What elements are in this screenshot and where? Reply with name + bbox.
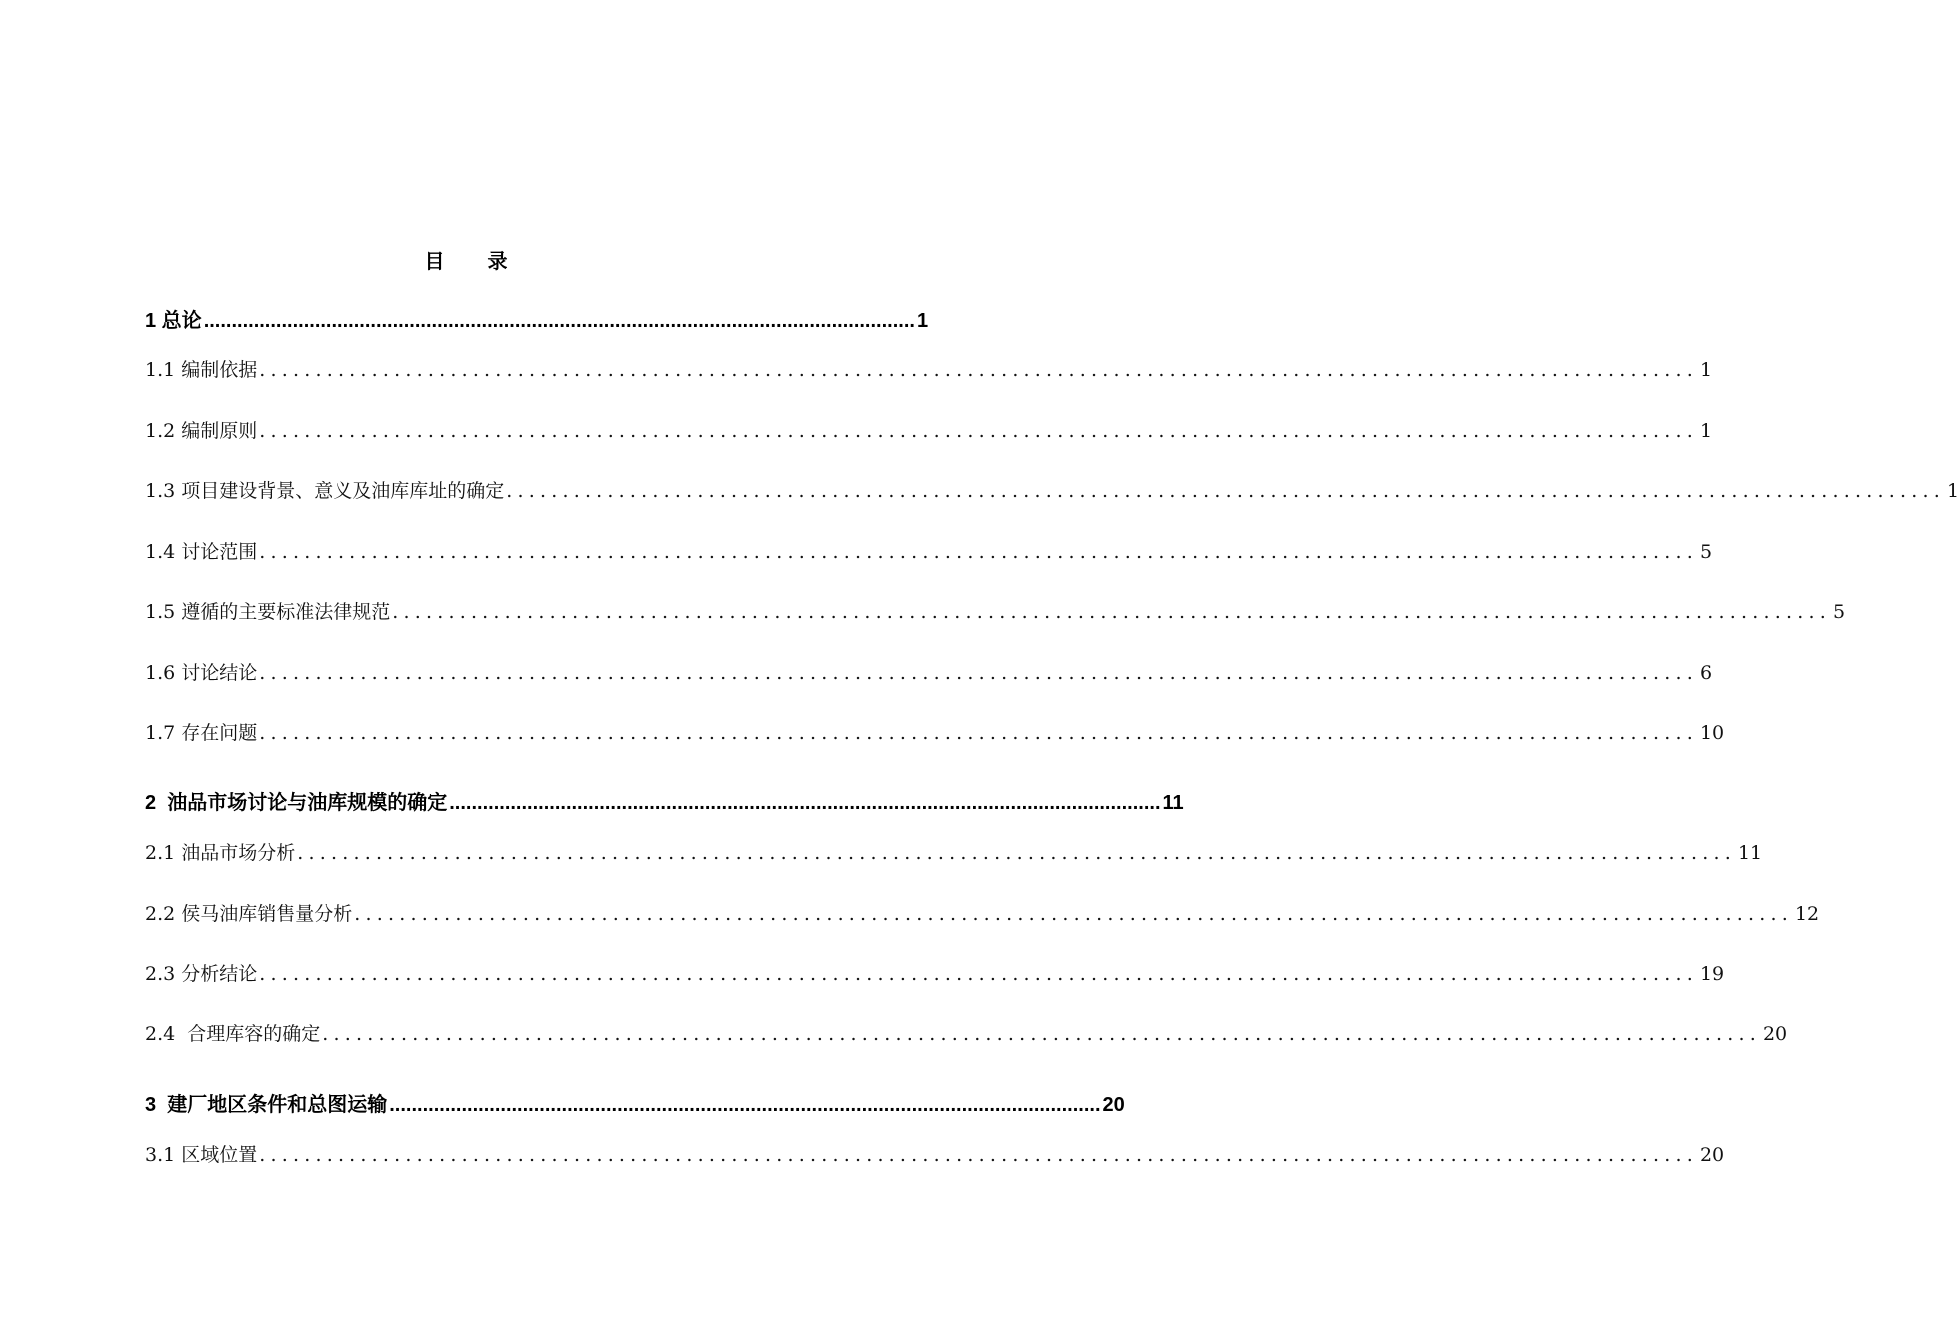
dot-leader: ................................................................................................................................ bbox=[322, 1023, 1761, 1045]
dot-leader: ................................................................................................................................ bbox=[297, 842, 1736, 864]
toc-entry-section-3-1[interactable] bbox=[145, 1140, 1725, 1170]
toc-entry-page: 10 bbox=[1699, 722, 1725, 744]
toc-entry-label: 2.4 合理库容的确定 bbox=[145, 1023, 321, 1045]
toc-entry-page: 11 bbox=[1737, 842, 1763, 864]
toc-entry-page: 1 bbox=[916, 310, 929, 332]
toc-entry-chapter-1[interactable] bbox=[145, 306, 929, 336]
toc-entry-page: 20 bbox=[1699, 1144, 1725, 1166]
dot-leader: ................................................................................................................................ bbox=[259, 1144, 1698, 1166]
dot-leader: ................................................................................................................................ bbox=[259, 662, 1698, 684]
toc-entry-section-1-4[interactable] bbox=[145, 537, 1713, 567]
toc-entry-page: 1 bbox=[1946, 480, 1959, 502]
toc-entry-label: 2.1 油品市场分析 bbox=[145, 842, 296, 864]
toc-entry-page: 19 bbox=[1699, 963, 1725, 985]
toc-entry-section-1-5[interactable] bbox=[145, 597, 1846, 627]
dot-leader: ................................................................................................................................ bbox=[389, 1094, 1101, 1116]
toc-entry-label: 1.2 编制原则 bbox=[145, 420, 258, 442]
toc-entry-page: 1 bbox=[1699, 420, 1713, 442]
toc-entry-page: 20 bbox=[1762, 1023, 1788, 1045]
dot-leader: ................................................................................................................................ bbox=[449, 792, 1161, 814]
dot-leader: ................................................................................................................................ bbox=[392, 601, 1831, 623]
toc-entry-section-1-7[interactable] bbox=[145, 718, 1725, 748]
toc-entry-section-2-3[interactable] bbox=[145, 959, 1725, 989]
toc-entry-label: 1.3 项目建设背景、意义及油库库址的确定 bbox=[145, 480, 505, 502]
toc-entry-label: 2.2 侯马油库销售量分析 bbox=[145, 903, 353, 925]
toc-entry-page: 5 bbox=[1832, 601, 1846, 623]
toc-entry-section-1-6[interactable] bbox=[145, 658, 1713, 688]
toc-entry-section-1-2[interactable] bbox=[145, 416, 1713, 446]
toc-entry-section-1-3[interactable] bbox=[145, 476, 1959, 506]
toc-entry-section-2-4[interactable] bbox=[145, 1019, 1788, 1049]
toc-entry-label: 3 建厂地区条件和总图运输 bbox=[145, 1094, 388, 1116]
dot-leader: ................................................................................................................................ bbox=[259, 722, 1698, 744]
dot-leader: ................................................................................................................................ bbox=[354, 903, 1793, 925]
toc-entry-label: 1.6 讨论结论 bbox=[145, 662, 258, 684]
toc-entry-page: 12 bbox=[1794, 903, 1820, 925]
dot-leader: ................................................................................................................................ bbox=[259, 963, 1698, 985]
toc-entry-page: 6 bbox=[1699, 662, 1713, 684]
toc-entry-section-1-1[interactable] bbox=[145, 355, 1713, 385]
toc-entry-label: 1 总论 bbox=[145, 310, 202, 332]
dot-leader: ................................................................................................................................ bbox=[506, 480, 1945, 502]
toc-entry-page: 1 bbox=[1699, 359, 1713, 381]
toc-entry-label: 3.1 区域位置 bbox=[145, 1144, 258, 1166]
toc-entry-label: 1.4 讨论范围 bbox=[145, 541, 258, 563]
toc-entry-label: 1.7 存在问题 bbox=[145, 722, 258, 744]
toc-entry-chapter-2[interactable] bbox=[145, 788, 1184, 818]
toc-entry-section-2-1[interactable] bbox=[145, 838, 1763, 868]
dot-leader: ................................................................................................................................ bbox=[259, 541, 1698, 563]
dot-leader: ................................................................................................................................ bbox=[259, 420, 1698, 442]
dot-leader: ................................................................................................................................ bbox=[259, 359, 1698, 381]
toc-entry-label: 2.3 分析结论 bbox=[145, 963, 258, 985]
toc-entry-section-2-2[interactable] bbox=[145, 899, 1820, 929]
toc-entry-label: 1.1 编制依据 bbox=[145, 359, 258, 381]
toc-entry-label: 2 油品市场讨论与油库规模的确定 bbox=[145, 792, 448, 814]
dot-leader: ................................................................................................................................ bbox=[203, 310, 915, 332]
toc-title: 目 录 bbox=[424, 249, 526, 273]
toc-entry-page: 20 bbox=[1102, 1094, 1125, 1116]
toc-entry-page: 11 bbox=[1162, 792, 1184, 814]
toc-entry-label: 1.5 遵循的主要标准法律规范 bbox=[145, 601, 391, 623]
toc-entry-chapter-3[interactable] bbox=[145, 1090, 1125, 1120]
toc-entry-page: 5 bbox=[1699, 541, 1713, 563]
